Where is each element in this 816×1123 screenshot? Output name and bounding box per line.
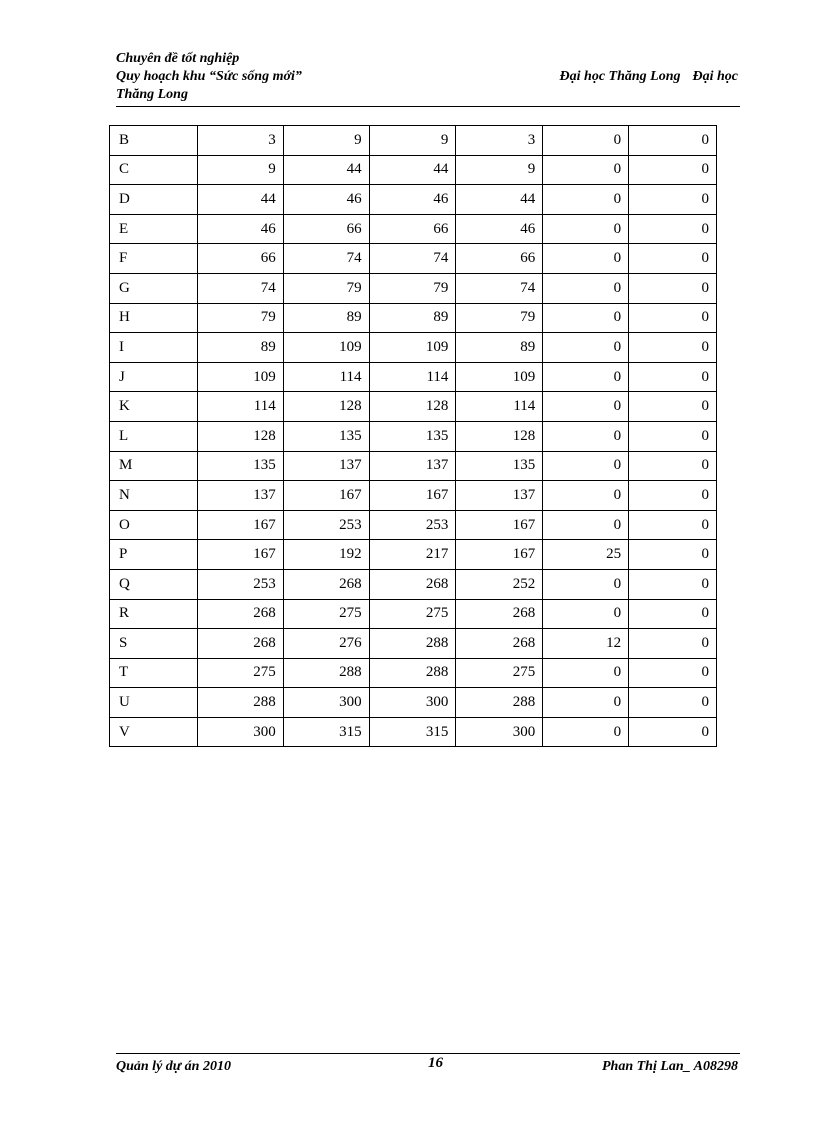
table-cell: 288 <box>369 629 456 659</box>
activity-label-cell: E <box>110 214 198 244</box>
table-cell: 288 <box>283 658 369 688</box>
footer-course: Quản lý dự án 2010 <box>116 1059 231 1074</box>
table-cell: 0 <box>543 155 629 185</box>
table-cell: 268 <box>283 569 369 599</box>
table-row <box>110 392 717 422</box>
table-cell: 0 <box>629 214 717 244</box>
table-cell: 0 <box>543 214 629 244</box>
header-line-1: Chuyên đề tốt nghiệp <box>116 51 240 66</box>
table-cell: 66 <box>283 214 369 244</box>
table-row <box>110 155 717 185</box>
table-cell: 0 <box>629 481 717 511</box>
table-cell: 0 <box>543 273 629 303</box>
table-cell: 300 <box>456 717 543 747</box>
table-cell: 79 <box>456 303 543 333</box>
table-cell: 0 <box>629 688 717 718</box>
table-cell: 74 <box>197 273 283 303</box>
table-cell: 109 <box>283 333 369 363</box>
table-cell: 114 <box>197 392 283 422</box>
table-cell: 288 <box>369 658 456 688</box>
table-cell: 44 <box>456 185 543 215</box>
table-cell: 135 <box>197 451 283 481</box>
table-cell: 268 <box>369 569 456 599</box>
table-cell: 74 <box>369 244 456 274</box>
table-cell: 0 <box>629 273 717 303</box>
table-cell: 135 <box>369 421 456 451</box>
table-row <box>110 688 717 718</box>
header-line-3: Thăng Long <box>116 87 188 102</box>
table-cell: 109 <box>456 362 543 392</box>
table-cell: 300 <box>283 688 369 718</box>
table-cell: 114 <box>369 362 456 392</box>
table-cell: 0 <box>543 303 629 333</box>
table-cell: 0 <box>543 658 629 688</box>
activity-label-cell: M <box>110 451 198 481</box>
table-row <box>110 273 717 303</box>
table-cell: 276 <box>283 629 369 659</box>
table-cell: 252 <box>456 569 543 599</box>
table-cell: 25 <box>543 540 629 570</box>
table-cell: 253 <box>283 510 369 540</box>
table-cell: 0 <box>629 392 717 422</box>
table-cell: 268 <box>456 629 543 659</box>
table-cell: 0 <box>543 569 629 599</box>
table-cell: 167 <box>197 510 283 540</box>
table-row <box>110 303 717 333</box>
activity-label-cell: S <box>110 629 198 659</box>
activity-label-cell: B <box>110 126 198 156</box>
table-cell: 109 <box>197 362 283 392</box>
table-cell: 167 <box>369 481 456 511</box>
table-cell: 3 <box>197 126 283 156</box>
table-cell: 300 <box>369 688 456 718</box>
page-number: 16 <box>428 1055 443 1071</box>
activity-label-cell: U <box>110 688 198 718</box>
schedule-table <box>109 125 717 747</box>
table-row <box>110 126 717 156</box>
table-cell: 0 <box>629 540 717 570</box>
table-cell: 275 <box>369 599 456 629</box>
table-cell: 137 <box>197 481 283 511</box>
table-cell: 114 <box>456 392 543 422</box>
activity-label-cell: N <box>110 481 198 511</box>
table-cell: 0 <box>543 392 629 422</box>
table-cell: 9 <box>369 126 456 156</box>
activity-label-cell: R <box>110 599 198 629</box>
table-cell: 66 <box>197 244 283 274</box>
table-cell: 0 <box>629 421 717 451</box>
table-row <box>110 599 717 629</box>
table-cell: 89 <box>456 333 543 363</box>
table-cell: 9 <box>197 155 283 185</box>
table-cell: 253 <box>369 510 456 540</box>
table-cell: 9 <box>283 126 369 156</box>
header-left <box>116 50 302 104</box>
table-cell: 315 <box>283 717 369 747</box>
table-cell: 128 <box>283 392 369 422</box>
table-row <box>110 421 717 451</box>
table-cell: 0 <box>543 126 629 156</box>
table-cell: 0 <box>629 629 717 659</box>
footer-author: Phan Thị Lan_ A08298 <box>601 1059 738 1074</box>
table-cell: 44 <box>369 155 456 185</box>
table-cell: 114 <box>283 362 369 392</box>
table-cell: 275 <box>456 658 543 688</box>
header-line-2: Quy hoạch khu “Sức sống mới” <box>116 69 302 84</box>
activity-label-cell: T <box>110 658 198 688</box>
table-cell: 0 <box>629 126 717 156</box>
activity-label-cell: H <box>110 303 198 333</box>
table-cell: 89 <box>197 333 283 363</box>
table-row <box>110 569 717 599</box>
table-cell: 0 <box>543 510 629 540</box>
table-row <box>110 540 717 570</box>
table-cell: 109 <box>369 333 456 363</box>
schedule-table-body <box>110 126 717 747</box>
table-cell: 0 <box>629 185 717 215</box>
table-cell: 46 <box>369 185 456 215</box>
activity-label-cell: F <box>110 244 198 274</box>
table-cell: 0 <box>629 599 717 629</box>
activity-label-cell: J <box>110 362 198 392</box>
table-row <box>110 333 717 363</box>
table-cell: 0 <box>629 717 717 747</box>
table-cell: 135 <box>456 451 543 481</box>
table-cell: 0 <box>629 244 717 274</box>
table-cell: 275 <box>283 599 369 629</box>
table-cell: 66 <box>369 214 456 244</box>
table-cell: 0 <box>543 333 629 363</box>
table-cell: 46 <box>197 214 283 244</box>
table-cell: 12 <box>543 629 629 659</box>
table-cell: 288 <box>456 688 543 718</box>
table-cell: 268 <box>456 599 543 629</box>
activity-label-cell: P <box>110 540 198 570</box>
activity-label-cell: D <box>110 185 198 215</box>
header-university: Đại học Thăng Long <box>559 69 681 84</box>
activity-label-cell: V <box>110 717 198 747</box>
table-row <box>110 629 717 659</box>
table-cell: 79 <box>197 303 283 333</box>
table-row <box>110 362 717 392</box>
table-cell: 44 <box>197 185 283 215</box>
table-cell: 128 <box>369 392 456 422</box>
table-cell: 128 <box>456 421 543 451</box>
table-cell: 167 <box>283 481 369 511</box>
table-cell: 3 <box>456 126 543 156</box>
table-cell: 0 <box>629 569 717 599</box>
table-cell: 0 <box>543 421 629 451</box>
table-cell: 275 <box>197 658 283 688</box>
table-cell: 128 <box>197 421 283 451</box>
table-cell: 79 <box>369 273 456 303</box>
activity-label-cell: G <box>110 273 198 303</box>
table-cell: 137 <box>283 451 369 481</box>
table-cell: 89 <box>283 303 369 333</box>
activity-label-cell: I <box>110 333 198 363</box>
table-cell: 0 <box>629 155 717 185</box>
header-right <box>560 68 738 86</box>
table-row <box>110 717 717 747</box>
table-cell: 0 <box>629 658 717 688</box>
table-cell: 0 <box>629 510 717 540</box>
page-header <box>116 50 740 107</box>
activity-label-cell: C <box>110 155 198 185</box>
table-cell: 0 <box>629 303 717 333</box>
table-cell: 268 <box>197 599 283 629</box>
table-cell: 0 <box>543 481 629 511</box>
table-cell: 315 <box>369 717 456 747</box>
table-cell: 46 <box>456 214 543 244</box>
table-cell: 167 <box>197 540 283 570</box>
header-university-suffix: Đại học <box>692 69 738 84</box>
table-row <box>110 244 717 274</box>
table-cell: 0 <box>629 362 717 392</box>
table-cell: 0 <box>543 717 629 747</box>
table-cell: 217 <box>369 540 456 570</box>
table-cell: 0 <box>543 362 629 392</box>
table-cell: 0 <box>543 688 629 718</box>
table-cell: 268 <box>197 629 283 659</box>
table-row <box>110 658 717 688</box>
activity-label-cell: O <box>110 510 198 540</box>
table-cell: 253 <box>197 569 283 599</box>
table-cell: 74 <box>456 273 543 303</box>
table-cell: 46 <box>283 185 369 215</box>
table-row <box>110 481 717 511</box>
footer-divider <box>116 1053 740 1054</box>
table-cell: 0 <box>543 451 629 481</box>
activity-label-cell: K <box>110 392 198 422</box>
table-cell: 9 <box>456 155 543 185</box>
table-cell: 288 <box>197 688 283 718</box>
table-row <box>110 451 717 481</box>
table-cell: 167 <box>456 510 543 540</box>
table-cell: 300 <box>197 717 283 747</box>
table-cell: 0 <box>543 599 629 629</box>
activity-label-cell: L <box>110 421 198 451</box>
table-row <box>110 185 717 215</box>
table-cell: 137 <box>369 451 456 481</box>
table-cell: 135 <box>283 421 369 451</box>
table-cell: 0 <box>543 244 629 274</box>
table-cell: 79 <box>283 273 369 303</box>
table-cell: 0 <box>543 185 629 215</box>
table-cell: 0 <box>629 333 717 363</box>
table-cell: 74 <box>283 244 369 274</box>
activity-label-cell: Q <box>110 569 198 599</box>
table-cell: 44 <box>283 155 369 185</box>
table-row <box>110 214 717 244</box>
table-row <box>110 510 717 540</box>
table-cell: 89 <box>369 303 456 333</box>
table-cell: 137 <box>456 481 543 511</box>
table-cell: 0 <box>629 451 717 481</box>
table-cell: 192 <box>283 540 369 570</box>
table-cell: 66 <box>456 244 543 274</box>
table-cell: 167 <box>456 540 543 570</box>
